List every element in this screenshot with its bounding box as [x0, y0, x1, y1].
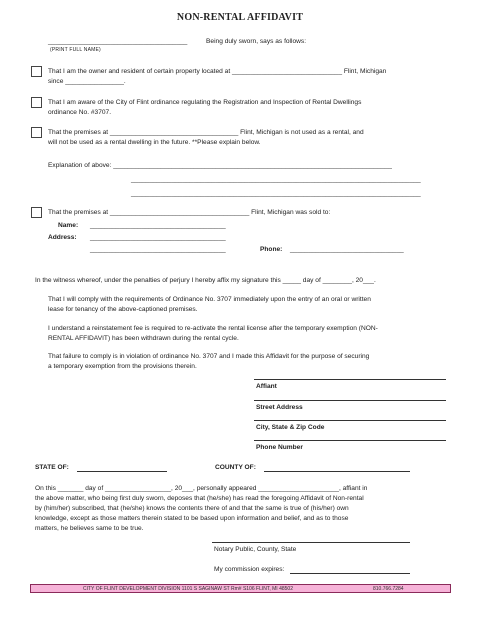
footer-address: CITY OF FLINT DEVELOPMENT DIVISION 1101 S SAGINAW ST Rm# S106 FLINT, MI 48502	[83, 586, 293, 592]
notary-signature-line[interactable]	[212, 542, 410, 543]
explanation-line-2[interactable]: _______________________________________________________________________________	[131, 176, 421, 183]
statement-comply-line1: That I will comply with the requirements of Ordinance No. 3707 immediately upon the entry of an oral or written	[48, 296, 371, 303]
address-blank-2[interactable]: _____________________________________	[90, 246, 226, 253]
footer-bar	[30, 584, 451, 593]
item-not-rental-line1: That the premises at ___________________________________ Flint, Michigan is not used as a rental, and	[48, 129, 364, 136]
statement-violation-line2: a temporary exemption from the provisions therein.	[48, 363, 197, 370]
print-name-label: (PRINT FULL NAME)	[50, 47, 101, 53]
notary-text-line-1: On this _______ day of __________________, 20___, personally appeared ______________________, affiant in	[35, 485, 368, 492]
footer-phone: 810.766.7284	[373, 586, 404, 592]
name-blank[interactable]: _____________________________________	[90, 222, 226, 229]
street-address-line[interactable]	[254, 400, 446, 401]
phone-number-line[interactable]	[254, 440, 446, 441]
ordinance-aware-checkbox[interactable]	[31, 97, 42, 108]
item-not-rental-line2: will not be used as a rental dwelling in the future. **Please explain below.	[48, 139, 261, 146]
item-ordinance-line2: ordinance No. #3707.	[48, 109, 112, 116]
witness-statement: In the witness whereof, under the penalties of perjury I hereby affix my signature this _____ day of ________, 20___.	[35, 277, 376, 284]
phone-number-label: Phone Number	[256, 444, 303, 451]
city-state-zip-label: City, State & Zip Code	[256, 424, 325, 431]
page-title: NON-RENTAL AFFIDAVIT	[176, 12, 304, 23]
not-rental-checkbox[interactable]	[31, 127, 42, 138]
statement-violation-line1: That failure to comply is in violation of ordinance No. 3707 and I made this Affidavit for the purpose of securing	[48, 353, 370, 360]
commission-expires-blank[interactable]	[290, 573, 410, 574]
sworn-text: Being duly sworn, says as follows:	[206, 38, 307, 45]
phone-label: Phone:	[260, 246, 283, 253]
county-label: COUNTY OF:	[215, 464, 256, 471]
notary-text-line-2: the above matter, who being first duly sworn, deposes that (he/she) has read the foregoing Affidavit of Non-rental	[35, 495, 364, 502]
state-label: STATE OF:	[35, 464, 69, 471]
sold-line: That the premises at ______________________________________ Flint, Michigan was sold to:	[48, 209, 331, 216]
notary-label: Notary Public, County, State	[214, 546, 297, 553]
address-blank-1[interactable]: _____________________________________	[90, 234, 226, 241]
item-ordinance-line1: That I am aware of the City of Flint ordinance regulating the Registration and Inspection of Rental Dwellings	[48, 99, 362, 106]
sold-checkbox[interactable]	[31, 207, 42, 218]
item-owner-line1: That I am the owner and resident of certain property located at ______________________________ Flint, Michigan	[48, 68, 387, 75]
notary-text-line-3: by (him/her) subscribed, that (he/she) knows the contents there of and that the same is true of (his/her) own	[35, 505, 349, 512]
affiant-label: Affiant	[256, 383, 277, 390]
explanation-label[interactable]: Explanation of above: ____________________________________________________________________________	[48, 162, 392, 169]
street-address-label: Street Address	[256, 404, 303, 411]
notary-text-line-4: knowledge, except as those matters therein stated to be based upon information and belief, and as to those	[35, 515, 349, 522]
address-label: Address:	[48, 234, 77, 241]
explanation-line-3[interactable]: _______________________________________________________________________________	[131, 190, 421, 197]
notary-text-line-5: matters, he believes same to be true.	[35, 525, 144, 532]
full-name-blank[interactable]: ______________________________________	[48, 38, 188, 45]
name-label: Name:	[58, 222, 79, 229]
statement-fee-line1: I understand a reinstatement fee is required to re-activate the rental license after the temporary exemption (NON-	[48, 325, 378, 332]
state-blank[interactable]	[77, 471, 167, 472]
county-blank[interactable]	[264, 471, 410, 472]
phone-blank[interactable]: _______________________________	[290, 246, 404, 253]
city-state-zip-line[interactable]	[254, 420, 446, 421]
item-owner-line2: since ________________.	[48, 78, 126, 85]
commission-expires-label: My commission expires:	[214, 566, 285, 573]
statement-comply-line2: lease for tenancy of the above-captioned premises.	[48, 306, 198, 313]
owner-resident-checkbox[interactable]	[31, 66, 42, 77]
statement-fee-line2: RENTAL AFFIDAVIT) has been withdrawn during the rental cycle.	[48, 335, 239, 342]
affiant-signature-line[interactable]	[254, 379, 446, 380]
